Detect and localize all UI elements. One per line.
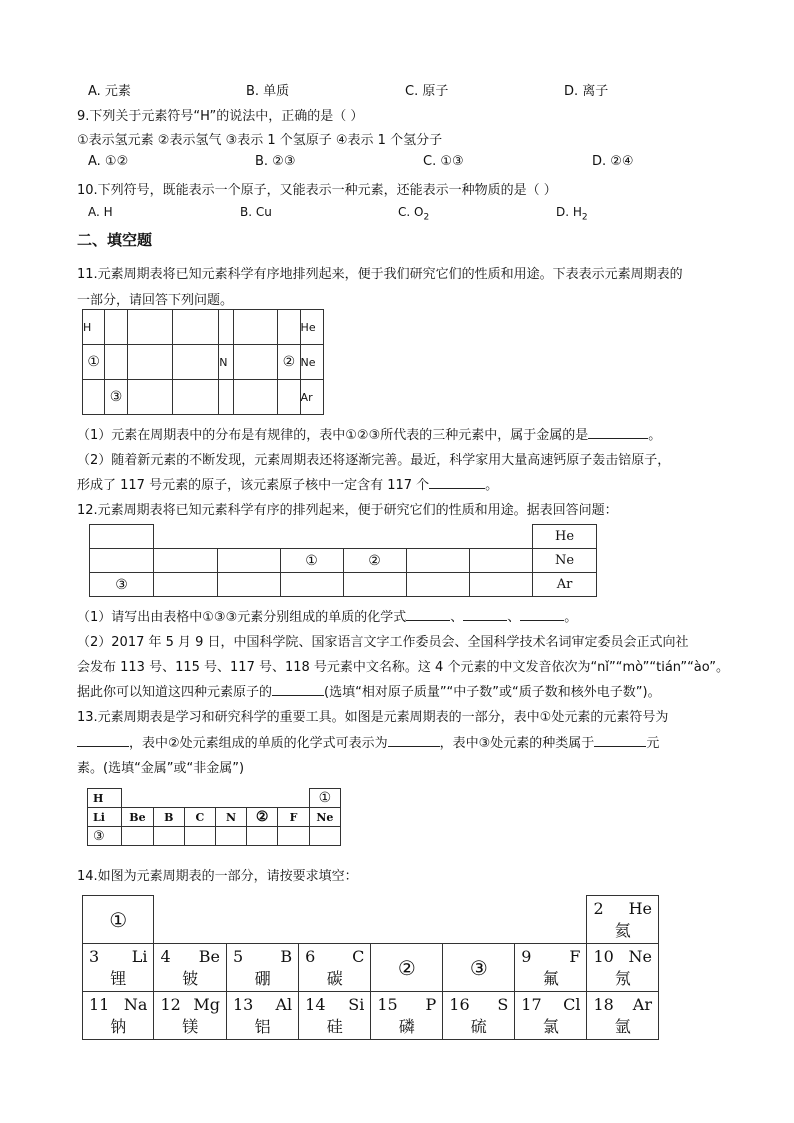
answer-blank[interactable] <box>406 608 450 621</box>
q8-option-c: C. 原子 <box>405 84 449 99</box>
section-title: 二、填空题 <box>77 231 153 249</box>
answer-blank[interactable] <box>463 608 507 621</box>
q11-line1: 11.元素周期表将已知元素科学有序地排列起来，便于我们研究它们的性质和用途。下表表示元素周期表的 <box>77 267 683 282</box>
cell-p: 15 P 磷 <box>371 992 443 1040</box>
cell-he: He <box>533 525 597 549</box>
cell-ne: Ne <box>309 808 340 827</box>
q11-p1: （1）元素在周期表中的分布是有规律的，表中①②③所代表的三种元素中，属于金属的是 。 <box>77 428 662 443</box>
cell-3: ③ <box>443 944 515 992</box>
q10-option-d: D. $H_2$ <box>556 205 588 223</box>
q8-option-b: B. 单质 <box>246 84 290 99</box>
cell-1: ① <box>83 896 154 944</box>
q12-table <box>89 524 597 597</box>
q8-option-a: A. 元素 <box>88 84 131 99</box>
q11-p2a: （2）随着新元素的不断发现，元素周期表还将逐渐完善。最近，科学家用大量高速钙原子轰击锫原子， <box>77 453 671 468</box>
cell-2: ② <box>371 944 443 992</box>
cell-b: B <box>153 808 184 827</box>
answer-blank[interactable] <box>594 734 646 747</box>
q9-statements: ①表示氢元素 ②表示氢气 ③表示 1 个氢原子 ④表示 1 个氢分子 <box>77 133 443 148</box>
q9-option-c: C. ①③ <box>423 154 464 169</box>
cell-3: ③ <box>90 573 154 597</box>
q12-p2a: （2）2017 年 5 月 9 日，中国科学院、国家语言文字工作委员会、全国科学技术名词审定委员会正式向社 <box>77 635 689 650</box>
q9-option-a: A. ①② <box>88 154 129 169</box>
cell-1: ① <box>280 549 343 573</box>
cell-ar: Ar <box>533 573 597 597</box>
q9-option-b: B. ②③ <box>255 154 296 169</box>
q12-p2b: 会发布 113 号、115 号、117 号、118 号元素中文名称。这 4 个元素的中文发音依次为“nǐ”“mò”“tián”“ào”。 <box>77 660 729 675</box>
q9-option-d: D. ②④ <box>592 154 634 169</box>
cell-b: 5 B 硼 <box>226 944 298 992</box>
cell-li: 3 Li 锂 <box>83 944 154 992</box>
cell-1: ① <box>83 345 105 380</box>
q13-line1: 13.元素周期表是学习和研究科学的重要工具。如图是元素周期表的一部分，表中①处元素的元素符号为 <box>77 710 669 725</box>
q9-stem: 9.下列关于元素符号“H”的说法中，正确的是（ ） <box>77 109 364 124</box>
cell-ne: Ne <box>300 345 323 380</box>
cell-ar: Ar <box>300 380 323 415</box>
q14-line1: 14.如图为元素周期表的一部分，请按要求填空： <box>77 869 358 884</box>
cell-ne: Ne <box>533 549 597 573</box>
q11-line2: 一部分，请回答下列问题。 <box>77 293 234 308</box>
cell-c: C <box>184 808 215 827</box>
q10-option-c: C. $O_2$ <box>398 205 430 223</box>
answer-blank[interactable] <box>520 608 564 621</box>
cell-h: H <box>83 310 105 345</box>
cell-ar: 18 Ar 氩 <box>587 992 659 1040</box>
cell-3: ③ <box>88 827 122 846</box>
cell-1: ① <box>309 789 340 808</box>
q14-table <box>82 895 659 1040</box>
cell-c: 6 C 碳 <box>299 944 371 992</box>
cell-be: 4 Be 铍 <box>154 944 227 992</box>
answer-blank[interactable] <box>272 683 324 696</box>
cell-s: 16 S 硫 <box>443 992 515 1040</box>
answer-blank[interactable] <box>77 734 129 747</box>
q12-p1: （1）请写出由表格中①③③元素分别组成的单质的化学式 、 、 。 <box>77 610 578 625</box>
cell-mg: 12 Mg 镁 <box>154 992 227 1040</box>
q12-line1: 12.元素周期表将已知元素科学有序的排列起来，便于研究它们的性质和用途。据表回答问题： <box>77 503 618 518</box>
q8-option-d: D. 离子 <box>564 84 609 99</box>
cell-al: 13 Al 铝 <box>226 992 298 1040</box>
cell-3: ③ <box>105 380 127 415</box>
cell-he: 2 He 氦 <box>587 896 659 944</box>
cell-cl: 17 Cl 氯 <box>515 992 587 1040</box>
q13-line2: ，表中②处元素组成的单质的化学式可表示为 ，表中③处元素的种类属于 元 <box>77 732 659 751</box>
q10-option-a: A. H <box>88 205 113 219</box>
cell-he: He <box>300 310 323 345</box>
q13-table <box>87 788 341 846</box>
cell-n: N <box>215 808 246 827</box>
cell-f: 9 F 氟 <box>515 944 587 992</box>
q13-line3: 素。(选填“金属”或“非金属”) <box>77 761 245 776</box>
cell-si: 14 Si 硅 <box>299 992 371 1040</box>
cell-be: Be <box>122 808 154 827</box>
q12-p2c: 据此你可以知道这四种元素原子的 (选填“相对原子质量”“中子数”或“质子数和核外电子数”)。 <box>77 685 661 700</box>
cell-li: Li <box>88 808 122 827</box>
q11-table <box>82 309 324 415</box>
q10-option-b: B. Cu <box>240 205 272 219</box>
cell-na: 11 Na 钠 <box>83 992 154 1040</box>
cell-h: H <box>88 789 122 808</box>
cell-2: ② <box>247 808 278 827</box>
q10-stem: 10.下列符号，既能表示一个原子，又能表示一种元素，还能表示一种物质的是（ ） <box>77 183 557 198</box>
cell-n: N <box>219 345 234 380</box>
q11-p2b: 形成了 117 号元素的原子，该元素原子核中一定含有 117 个 。 <box>77 478 499 493</box>
answer-blank[interactable] <box>429 476 485 489</box>
answer-blank[interactable] <box>388 734 440 747</box>
cell-ne: 10 Ne 氖 <box>587 944 659 992</box>
cell-f: F <box>278 808 310 827</box>
answer-blank[interactable] <box>588 426 648 439</box>
cell-2: ② <box>343 549 406 573</box>
cell-2: ② <box>278 345 300 380</box>
